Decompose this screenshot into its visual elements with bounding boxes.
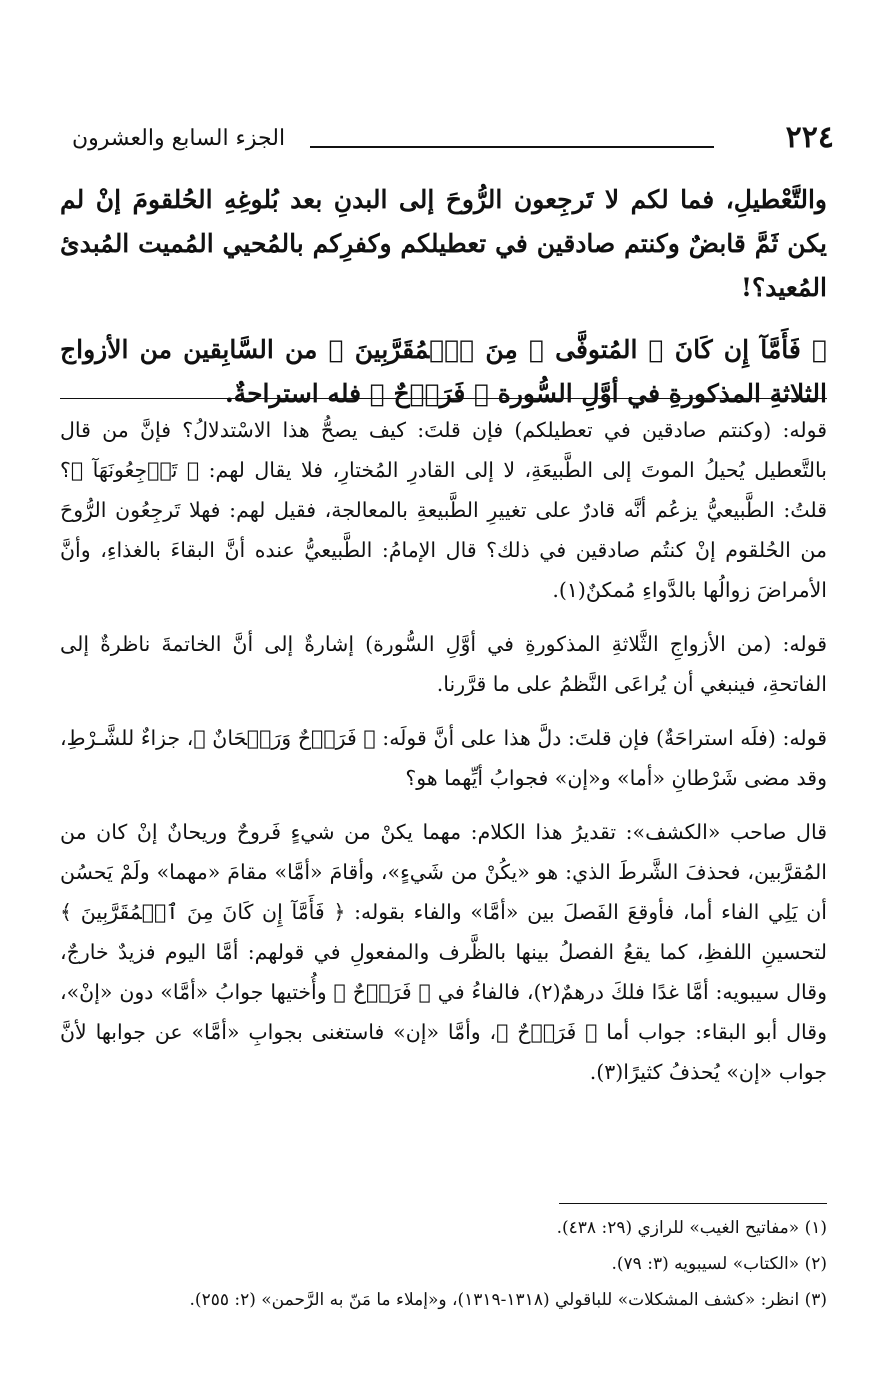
commentary [60, 410, 827, 1106]
commentary-paragraph: قوله: (فلَه استراحَةٌ) فإن قلتَ: دلَّ هذا على أنَّ قولَه: ﴿ فَرَوۡحٌ وَرَيۡحَانٌ ﴾، جزاءٌ للشَّـرْطِ، وقد مضى شَرْطانِ «أما» و«إن» فجوابُ أيِّهما هو؟ [60, 726, 827, 790]
page-header [72, 118, 834, 166]
running-title: الجزء السابع والعشرون [72, 126, 286, 151]
main-paragraph: ﴿ فَأَمَّآ إِن كَانَ ﴾ المُتوفَّى ﴿ مِنَ ٱلۡمُقَرَّبِينَ ﴾ من السَّابِقين من الأزواج الثلاثةِ المذكورةِ في أوَّلِ السُّورة ﴿ فَرَوۡحٌ ﴾ فله استراحةٌ. [60, 335, 827, 408]
commentary-paragraph: قوله: (وكنتم صادقين في تعطيلكم) فإن قلتَ: كيف يصحُّ هذا الاسْتدلالُ؟ فإنَّ من قال بالتَّعطيل يُحيلُ الموتَ إلى الطَّبيعَةِ، لا إلى القادرِ المُختارِ، فلا يقال لهم: ﴿ تَرۡجِعُونَهَآ ﴾؟ قلتُ: الطَّبيعيُّ يزعُم أنَّه قادرٌ على تغييرِ الطَّبيعةِ بالمعالجة، فقيل لهم: فهلا تَرجِعُون الرُّوحَ من الحُلقوم إنْ كنتُم صادقين في ذلك؟ قال الإمامُ: الطَّبيعيُّ عنده أنَّ البقاءَ بالغذاءِ، وأنَّ الأمراضَ زوالُها بالدَّواءِ مُمكنٌ(١). [60, 418, 827, 602]
page-number: ٢٢٤ [785, 120, 834, 155]
footnote: (٢) «الكتاب» لسيبويه (٣: ٧٩). [611, 1254, 827, 1274]
footnote-divider [559, 1203, 827, 1204]
commentary-paragraph: قوله: (من الأزواجِ الثَّلاثةِ المذكورةِ في أوَّلِ السُّورة) إشارةٌ إلى أنَّ الخاتمةَ ناظرةٌ إلى الفاتحةِ، فينبغي أن يُراعَى النَّظمُ على ما قرَّرنا. [60, 632, 827, 696]
footnote: (٣) انظر: «كشف المشكلات» للباقولي (١٣١٨-١٣١٩)، و«إملاء ما مَنّ به الرَّحمن» (٢: ٢٥٥). [189, 1290, 827, 1310]
footnotes [60, 1212, 827, 1320]
section-divider [60, 398, 827, 399]
header-divider [310, 146, 714, 148]
main-paragraph: والتَّعْطيلِ، فما لكم لا تَرجِعون الرُّوحَ إلى البدنِ بعد بُلوغِهِ الحُلقومَ إنْ لم يكن ثَمَّ قابضٌ وكنتم صادقين في تعطيلكم وكفرِكم بالمُحيي المُميت المُبدئ المُعيد؟! [60, 185, 827, 302]
commentary-paragraph: قال صاحب «الكشف»: تقديرُ هذا الكلام: مهما يكنْ من شيءٍ فَروحٌ وريحانٌ إنْ كان من المُقرَّبين، فحذفَ الشَّرطَ الذي: هو «يكُنْ من شَيءٍ»، وأقامَ «أمَّا» مقامَ «مهما» ولَمْ يَحسُن أن يَلِي الفاء أما، فأوقعَ الفَصلَ بين «أمَّا» والفاء بقوله: ﴿ فَأَمَّآ إِن كَانَ مِنَ ٱلۡمُقَرَّبِينَ ﴾ لتحسينِ اللفظِ، كما يقعُ الفصلُ بينها بالظَّرف والمفعولِ في قولهم: أمَّا اليوم فزيدٌ خارجٌ، وقال سيبويه: أمَّا غدًا فلكَ درهمٌ(٢)، فالفاءُ في ﴿ فَرَوۡحٌ ﴾ وأُختيها جوابُ «أمَّا» دون «إنْ»، وقال أبو البقاء: جواب أما ﴿ فَرَوۡحٌ ﴾، وأمَّا «إن» فاستغنى بجوابِ «أمَّا» عن جوابها لأنَّ جواب «إن» يُحذفُ كثيرًا(٣). [60, 820, 827, 1084]
footnote: (١) «مفاتيح الغيب» للرازي (٢٩: ٤٣٨). [556, 1218, 827, 1238]
main-text [60, 178, 827, 434]
